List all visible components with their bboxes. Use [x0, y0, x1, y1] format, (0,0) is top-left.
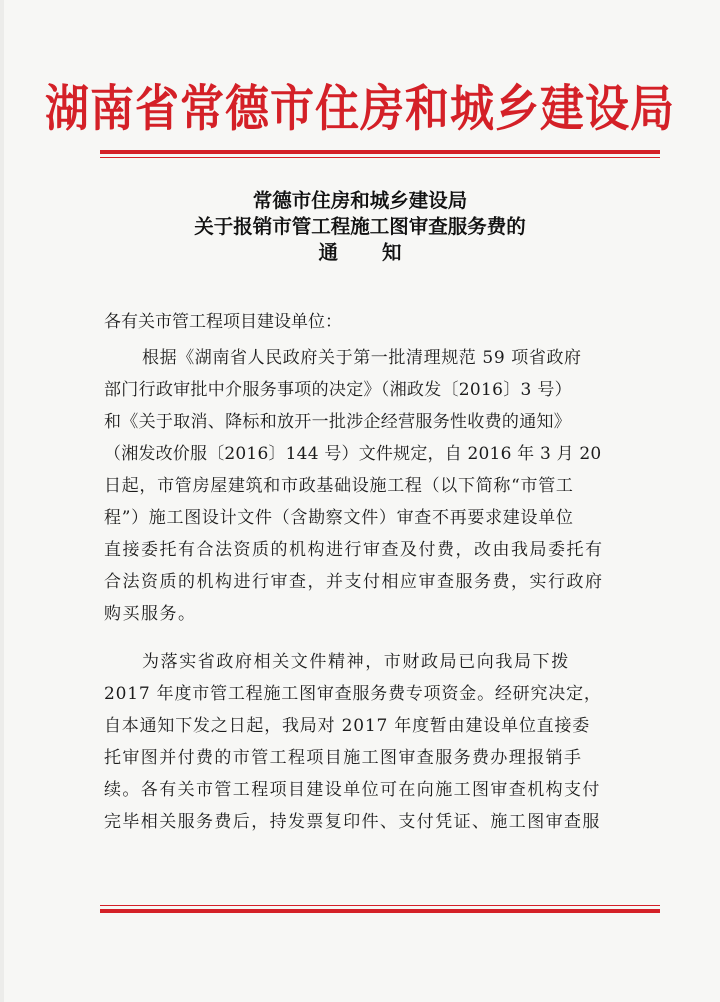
body-line: 程”）施工图设计文件（含勘察文件）审查不再要求建设单位 — [104, 508, 574, 528]
title-word-zhi: 知 — [382, 241, 402, 264]
agency-masthead: 湖南省常德市住房和城乡建设局 — [45, 80, 675, 138]
body-line: 部门行政审批中介服务事项的决定》（湘政发〔2016〕3 号） — [104, 380, 572, 400]
body-line: 根据《湖南省人民政府关于第一批清理规范 59 项省政府 — [142, 348, 582, 368]
red-rule-top-thick — [100, 150, 660, 154]
body-line: 购买服务。 — [104, 604, 197, 624]
red-rule-bottom-thick — [100, 909, 660, 913]
body-line: 日起，市管房屋建筑和市政基础设施工程（以下简称“市管工 — [104, 476, 574, 496]
scan-edge-shadow — [0, 0, 4, 1002]
body-line: 直接委托有合法资质的机构进行审查及付费，改由我局委托有 — [104, 540, 604, 560]
body-line: 完毕相关服务费后，持发票复印件、支付凭证、施工图审查服 — [104, 812, 601, 832]
document-title-line-3 — [0, 240, 720, 266]
body-line: 为落实省政府相关文件精神，市财政局已向我局下拨 — [142, 652, 570, 672]
red-rule-top-thin — [100, 157, 660, 158]
body-line: 和《关于取消、降标和放开一批涉企经营服务性收费的通知》 — [104, 412, 572, 432]
body-line: 续。各有关市管工程项目建设单位可在向施工图审查机构支付 — [104, 780, 601, 800]
red-rule-bottom-thin — [100, 905, 660, 906]
body-line: 自本通知下发之日起，我局对 2017 年度暂由建设单位直接委 — [104, 716, 591, 736]
body-line: （湘发改价服〔2016〕144 号）文件规定，自 2016 年 3 月 20 — [104, 444, 602, 464]
salutation: 各有关市管工程项目建设单位： — [104, 312, 342, 332]
body-line: 托审图并付费的市管工程项目施工图审查服务费办理报销手 — [104, 748, 583, 768]
document-title-line-2: 关于报销市管工程施工图审查服务费的 — [194, 215, 526, 238]
body-line: 合法资质的机构进行审查，并支付相应审查服务费，实行政府 — [104, 572, 604, 592]
body-line: 2017 年度市管工程施工图审查服务费专项资金。经研究决定， — [104, 684, 602, 704]
document-title-line-1: 常德市住房和城乡建设局 — [252, 189, 468, 212]
title-word-tong: 通 — [318, 241, 338, 264]
